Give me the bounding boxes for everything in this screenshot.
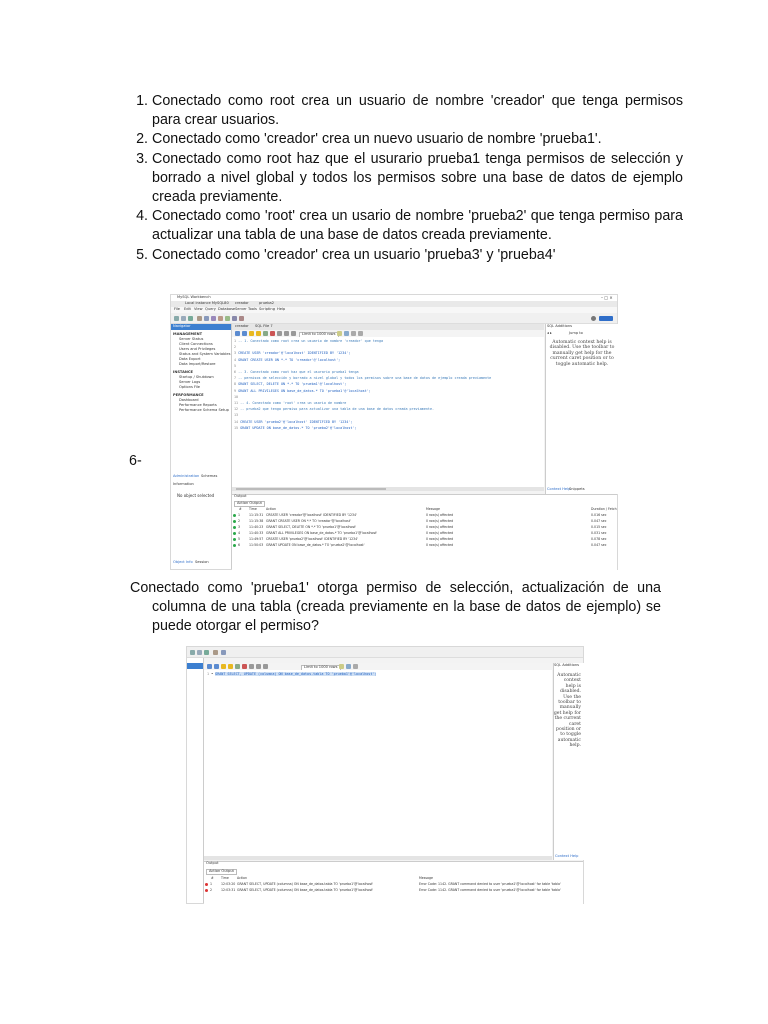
- line-number: 11: [234, 401, 241, 405]
- output-row-message: 0 row(s) affected: [426, 531, 454, 535]
- nav-client-connections[interactable]: Client Connections: [179, 342, 213, 346]
- stop-icon[interactable]: [270, 331, 275, 336]
- bottom-tab-object-info[interactable]: Object Info: [173, 560, 193, 564]
- success-icon: [233, 520, 236, 523]
- sql-line: [234, 351, 350, 355]
- task-item-1: 1. Conectado como root crea un usuario de nombre 'creador' que tenga permisos para crear usuarios.: [152, 92, 683, 130]
- output2-col-action: Action: [237, 876, 247, 880]
- context-help-text: Automatic context help is disabled. Use the toolbar to manually get help for the current caret position or to toggle automatic help.: [549, 340, 615, 367]
- sql-line: [234, 358, 340, 362]
- toggle-icon-2[interactable]: [249, 664, 254, 669]
- function-icon[interactable]: [225, 316, 230, 321]
- output2-col-time: Time: [221, 876, 229, 880]
- sql-text: CREATE USER 'prueba2'@'localhost' IDENTIFIED BY '1234';: [240, 419, 353, 424]
- sql-text: -- permisos de selección y borrado a nivel global y todos los permisos sobre una base de datos de ejemplo creada previamente: [238, 376, 492, 381]
- table-icon[interactable]: [204, 316, 209, 321]
- context-help-text-2: Automatic context help is disabled. Use the toolbar to manually get help for the current caret position or to toggle automatic help.: [553, 673, 581, 749]
- task-item-4: 4. Conectado como 'root' crea un usario de nombre 'prueba2' que tenga permiso para actualizar una tabla de una base de datos creada previamente.: [152, 207, 683, 245]
- sql-editor-2[interactable]: [204, 670, 552, 856]
- menu-file[interactable]: File: [174, 307, 181, 311]
- execute-icon[interactable]: [249, 331, 254, 336]
- nav-dashboard[interactable]: Dashboard: [179, 398, 199, 402]
- navigator-panel-2: [187, 658, 204, 903]
- stop-icon-2[interactable]: [242, 664, 247, 669]
- output2-row-action: GRANT SELECT, UPDATE (columna) ON base_de_datos.tabla TO 'prueba1'@'localhost': [237, 888, 374, 892]
- output-row-time: 11:40:23: [249, 525, 264, 529]
- output-col-time: Time: [249, 507, 257, 511]
- rollback-icon-2[interactable]: [263, 664, 268, 669]
- beautify-icon-2[interactable]: [339, 664, 344, 669]
- output-row-duration: 0.015 sec: [591, 525, 607, 529]
- output-type-select[interactable]: Action Output: [234, 501, 265, 507]
- bottom-tab-session[interactable]: Session: [195, 560, 209, 564]
- workbench-screenshot-2: [186, 646, 584, 904]
- nav-server-logs[interactable]: Server Logs: [179, 380, 201, 384]
- sql-additions-header-2: SQL Additions: [554, 663, 579, 667]
- rollback-icon[interactable]: [291, 331, 296, 336]
- output-row-message: 0 row(s) affected: [426, 537, 454, 541]
- line-number: 9: [234, 388, 239, 393]
- tab-creador[interactable]: creador: [235, 301, 249, 305]
- nav-users-privileges[interactable]: Users and Privileges: [179, 347, 216, 351]
- output-col-number: #: [239, 507, 242, 511]
- editor-scrollbar-2[interactable]: [204, 856, 552, 860]
- jump-to-select[interactable]: Jump to: [569, 331, 583, 335]
- sql-text: GRANT ALL PRIVILEGES ON base_de_datos.* TO 'prueba1'@'localhost';: [238, 388, 371, 393]
- sql-line: [234, 395, 238, 399]
- nav-startup-shutdown[interactable]: Startup / Shutdown: [179, 375, 214, 379]
- procedure-icon[interactable]: [218, 316, 223, 321]
- main-toolbar: [171, 313, 617, 324]
- output-row-message: 0 row(s) affected: [426, 519, 454, 523]
- right-tab-context-help-2[interactable]: Context Help: [555, 854, 579, 858]
- sql-line: [234, 339, 383, 343]
- beautify-icon[interactable]: [337, 331, 342, 336]
- execute-current-icon[interactable]: [256, 331, 261, 336]
- output-type-select-2[interactable]: Action Output: [206, 869, 237, 875]
- line-number: 4: [234, 357, 239, 362]
- output-row-action: GRANT SELECT, DELETE ON *.* TO 'prueba1'@'localhost': [266, 525, 357, 529]
- open-sql-icon[interactable]: [181, 316, 186, 321]
- information-header: Information: [173, 482, 194, 486]
- tab-home[interactable]: Local instance MySQL80: [185, 301, 229, 305]
- output-col-action: Action: [266, 507, 276, 511]
- output-row-number: 3: [233, 525, 240, 529]
- performance-heading: PERFORMANCE: [173, 393, 204, 397]
- output-row-action: GRANT UPDATE ON base_de_datos.* TO 'prueba2'@'localhost': [266, 543, 365, 547]
- save-icon[interactable]: [242, 331, 247, 336]
- open-script-icon[interactable]: [188, 316, 193, 321]
- line-number: 6: [234, 370, 239, 374]
- execute-icon-2[interactable]: [221, 664, 226, 669]
- output-header-2: Output: [206, 861, 219, 865]
- output2-row-action: GRANT SELECT, UPDATE (columna) ON base_de_datos.tabla TO 'prueba1'@'localhost': [237, 882, 374, 886]
- sql-line-1: 1 • GRANT SELECT, UPDATE (columna) ON base_de_datos.tabla TO 'prueba1'@'localhost';: [207, 672, 377, 676]
- right-tab-snippets[interactable]: Snippets: [569, 487, 585, 491]
- menu-help[interactable]: Help: [277, 307, 286, 311]
- output-col-duration: Duration / Fetch: [591, 507, 617, 511]
- success-icon: [233, 532, 236, 535]
- output-row-duration: 0.078 sec: [591, 537, 607, 541]
- sql-line: [234, 345, 236, 349]
- nav-data-export[interactable]: Data Export: [179, 357, 201, 361]
- output2-row-number: 2: [205, 888, 212, 892]
- line-number: 1: [234, 339, 239, 343]
- sql-line: [234, 376, 491, 380]
- sql-line: [234, 420, 352, 424]
- window-controls[interactable]: – □ ×: [601, 295, 613, 300]
- error-icon: [205, 889, 208, 892]
- output2-row-time: 12:03:20: [221, 882, 236, 886]
- output-row-action: GRANT ALL PRIVILEGES ON base_de_datos.* TO 'prueba1'@'localhost': [266, 531, 378, 535]
- success-icon: [233, 526, 236, 529]
- line-number: 7: [234, 376, 239, 381]
- new-sql-icon[interactable]: [174, 316, 179, 321]
- explain-icon-2[interactable]: [235, 664, 240, 669]
- sql-additions-header: SQL Additions: [547, 324, 572, 328]
- output-col-message: Message: [426, 507, 440, 511]
- open-file-icon[interactable]: [235, 331, 240, 336]
- menu-server[interactable]: Server: [235, 307, 247, 311]
- output-row-time: 11:50:03: [249, 543, 264, 547]
- editor-tab-creador[interactable]: creador: [235, 324, 249, 328]
- find-icon-2[interactable]: [346, 664, 351, 669]
- task-item-2: 2. Conectado como 'creador' crea un nuevo usuario de nombre 'prueba1'.: [152, 130, 683, 149]
- workbench-screenshot-1: [170, 294, 618, 570]
- output-header: Output: [234, 494, 247, 498]
- limit-rows-select-2[interactable]: Limit to 1000 rows: [301, 665, 341, 671]
- output2-col-number: #: [211, 876, 214, 880]
- sql-text: -- 1. Conectado como root crea un usuario de nombre 'creador' que tenga: [238, 339, 384, 343]
- output-row-action: CREATE USER 'creador'@'localhost' IDENTIFIED BY '1234': [266, 513, 357, 517]
- navigator-header: Navigator: [173, 324, 191, 328]
- line-number: 5: [234, 363, 237, 368]
- find-icon[interactable]: [344, 331, 349, 336]
- sql-line: [234, 407, 434, 411]
- output-row-duration: 0.047 sec: [591, 543, 607, 547]
- output-row-message: 0 row(s) affected: [426, 525, 454, 529]
- limit-rows-select[interactable]: Limit to 1000 rows: [299, 332, 339, 338]
- commit-icon-2[interactable]: [256, 664, 261, 669]
- output-row-message: 0 row(s) affected: [426, 513, 454, 517]
- line-number: 2: [234, 345, 237, 350]
- sql-line: [234, 426, 356, 430]
- output-row-number: 5: [233, 537, 240, 541]
- sql-line: [234, 389, 371, 393]
- nav-tab-administration[interactable]: Administration: [173, 474, 200, 478]
- new-sql-icon-2[interactable]: [190, 650, 195, 655]
- output-row-duration: 0.047 sec: [591, 519, 607, 523]
- save-icon-2[interactable]: [214, 664, 219, 669]
- nav-performance-reports[interactable]: Performance Reports: [179, 403, 217, 407]
- menu-database[interactable]: Database: [218, 307, 236, 311]
- nav-performance-schema[interactable]: Performance Schema Setup: [179, 408, 229, 412]
- output-row-number: 4: [233, 531, 240, 535]
- output-row-number: 6: [233, 543, 240, 547]
- layout-toggle-icon[interactable]: [599, 316, 613, 321]
- sql-text: -- 4. Conectado como 'root' crea un usario de nombre: [240, 401, 347, 405]
- search-table-icon[interactable]: [232, 316, 237, 321]
- navigator-header-bar-2: [187, 663, 203, 669]
- nav-data-import[interactable]: Data Import/Restore: [179, 362, 216, 366]
- sql-line: [234, 401, 346, 405]
- output2-row-message: Error Code: 1142. GRANT command denied to user 'prueba1'@'localhost' for table 'tabla': [419, 882, 561, 886]
- settings-icon[interactable]: [591, 316, 596, 321]
- output-row-number: 2: [233, 519, 240, 523]
- sql-line: [234, 364, 236, 368]
- toggle-icon[interactable]: [277, 331, 282, 336]
- sql-grant-statement: GRANT SELECT, UPDATE (columna) ON base_de_datos.tabla TO 'prueba1'@'localhost';: [215, 672, 377, 676]
- output-row-action: CREATE USER 'prueba2'@'localhost' IDENTIFIED BY '1234': [266, 537, 359, 541]
- output-row-time: 11:49:57: [249, 537, 264, 541]
- sql-text: CREATE USER 'creador'@'localhost' IDENTIFIED BY '1234';: [238, 351, 351, 356]
- item-6-text: Conectado como 'prueba1' otorga permiso de selección, actualización de una columna de una tabla (creada previamente en la base de datos de ejemplo) se puede otorgar el permiso?: [130, 580, 661, 635]
- output-row-time: 11:15:38: [249, 519, 264, 523]
- table-icon-2[interactable]: [221, 650, 226, 655]
- line-number: 10: [234, 394, 239, 399]
- output-row-duration: 0.016 sec: [591, 513, 607, 517]
- sql-text: GRANT SELECT, DELETE ON *.* TO 'prueba1'@'localhost';: [238, 382, 347, 387]
- success-icon: [233, 544, 236, 547]
- nav-options-file[interactable]: Options File: [179, 385, 201, 389]
- nav-server-status[interactable]: Server Status: [179, 337, 204, 341]
- task-list: [130, 92, 683, 265]
- line-number: 15: [234, 425, 241, 430]
- schema-icon-2[interactable]: [213, 650, 218, 655]
- output-row-time: 11:40:33: [249, 531, 264, 535]
- sql-line: [234, 382, 346, 386]
- sql-line: [234, 370, 359, 374]
- explain-icon[interactable]: [263, 331, 268, 336]
- sql-text: GRANT CREATE USER ON *.* TO 'creador'@'localhost';: [238, 357, 341, 362]
- output2-row-number: 1: [205, 882, 212, 886]
- line-number: 3: [234, 351, 239, 356]
- output-row-message: 0 row(s) affected: [426, 543, 454, 547]
- invisible-chars-icon[interactable]: [351, 331, 356, 336]
- output-row-action: GRANT CREATE USER ON *.* TO 'creador'@'localhost': [266, 519, 351, 523]
- instance-heading: INSTANCE: [173, 370, 193, 374]
- line-number: 8: [234, 382, 239, 387]
- wrap-icon[interactable]: [358, 331, 363, 336]
- success-icon: [233, 538, 236, 541]
- editor-scroll-thumb[interactable]: [236, 488, 386, 490]
- open-script-icon-2[interactable]: [204, 650, 209, 655]
- menu-query[interactable]: Query: [205, 307, 216, 311]
- line-number: 1: [207, 672, 210, 676]
- open-sql-icon-2[interactable]: [197, 650, 202, 655]
- item-6-label: 6-: [129, 453, 142, 469]
- tab-prueba2[interactable]: prueba2: [259, 301, 275, 305]
- nav-tab-schemas[interactable]: Schemas: [201, 474, 218, 478]
- line-number: 12: [234, 407, 241, 412]
- output-row-number: 1: [233, 513, 240, 517]
- editor-tab-sql-file[interactable]: SQL File 7: [255, 324, 273, 328]
- app-title: MySQL Workbench: [177, 295, 211, 299]
- view-icon[interactable]: [211, 316, 216, 321]
- output-row-duration: 0.031 sec: [591, 531, 607, 535]
- sql-text: -- prueba2 que tenga permiso para actualizar una tabla de una base de datos creada previamente.: [240, 407, 435, 412]
- error-icon: [205, 883, 208, 886]
- execute-current-icon-2[interactable]: [228, 664, 233, 669]
- commit-icon[interactable]: [284, 331, 289, 336]
- reconnect-icon[interactable]: [239, 316, 244, 321]
- output-row-time: 11:15:31: [249, 513, 264, 517]
- menu-scripting[interactable]: Scripting: [259, 307, 275, 311]
- nav-status-variables[interactable]: Status and System Variables: [179, 352, 231, 356]
- menu-view[interactable]: View: [194, 307, 203, 311]
- right-tab-context-help[interactable]: Context Help: [547, 487, 571, 491]
- output2-col-message: Message: [419, 876, 433, 880]
- task-item-5: 5. Conectado como 'creador' crea un usuario 'prueba3' y 'prueba4': [152, 246, 683, 265]
- sql-line: [234, 413, 238, 417]
- menu-tools[interactable]: Tools: [248, 307, 257, 311]
- wrap-icon-2[interactable]: [353, 664, 358, 669]
- output2-row-time: 12:03:31: [221, 888, 236, 892]
- line-number: 14: [234, 419, 241, 424]
- management-heading: MANAGEMENT: [173, 332, 203, 336]
- success-icon: [233, 514, 236, 517]
- output2-row-message: Error Code: 1142. GRANT command denied to user 'prueba1'@'localhost' for table 'tabla': [419, 888, 561, 892]
- no-object-selected: No object selected: [177, 493, 215, 498]
- schema-icon[interactable]: [197, 316, 202, 321]
- sql-text: GRANT UPDATE ON base_de_datos.* TO 'prueba2'@'localhost';: [240, 425, 357, 430]
- line-number: 13: [234, 413, 239, 418]
- task-item-3: 3. Conectado como root haz que el usurario prueba1 tenga permisos de selección y borrado a nivel global y todos los permisos sobre una base de datos de ejemplo creada previamente.: [152, 150, 683, 208]
- main-toolbar-2: [187, 647, 583, 658]
- menu-edit[interactable]: Edit: [184, 307, 191, 311]
- nav-arrows-icon[interactable]: ◂ ▸: [547, 331, 552, 335]
- open-file-icon-2[interactable]: [207, 664, 212, 669]
- sql-text: -- 3. Conectado como root haz que el usurario prueba1 tenga: [238, 370, 359, 374]
